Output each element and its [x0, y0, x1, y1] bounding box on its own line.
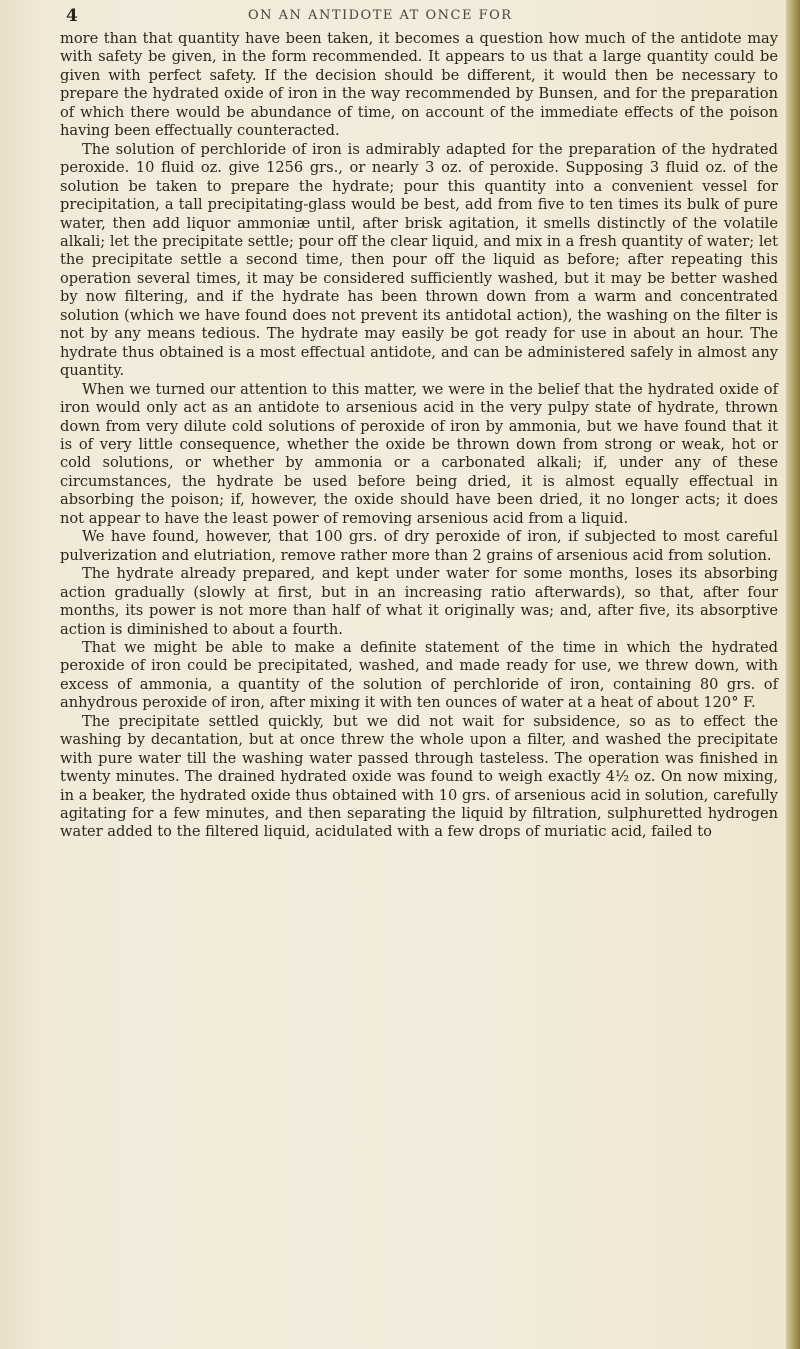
- body-text: [60, 30, 778, 842]
- page-edge: [786, 0, 800, 1349]
- running-head: ON AN ANTIDOTE AT ONCE FOR: [248, 8, 513, 23]
- paragraph: The hydrate already prepared, and kept under water for some months, loses its absorbing action gradually (slowly at first, but in an increasing ratio afterwards), so that, after four months, its power is not more than half of what it originally was; and, after five, its absorptive action is diminished to about a fourth.: [60, 565, 778, 638]
- paragraph: The solution of perchloride of iron is admirably adapted for the preparation of the hydrated peroxide. 10 fluid oz. give 1256 grs., or nearly 3 oz. of peroxide. Supposing 3 fluid oz. of the solution be taken to prepare the hydrate; pour this quantity into a convenient vessel for precipitation, a tall precipitating-glass would be best, add from five to ten times its bulk of pure water, then add liquor ammoniæ until, after brisk agitation, it smells distinctly of the volatile alkali; let the precipitate settle; pour off the clear liquid, and mix in a fresh quantity of water; let the precipitate settle a second time, then pour off the liquid as before; after repeating this operation several times, it may be considered sufficiently washed, but it may be better washed by now filtering, and if the hydrate has been thrown down from a warm and concentrated solution (which we have found does not prevent its antidotal action), the washing on the filter is not by any means tedious. The hydrate may easily be got ready for use in about an hour. The hydrate thus obtained is a most effectual antidote, and can be administered safely in almost any quantity.: [60, 140, 778, 380]
- page-number: 4: [66, 6, 78, 26]
- paragraph-continued: more than that quantity have been taken, it becomes a question how much of the antidote may with safety be given, in the form recommended. It appears to us that a large quantity could be given with perfect safety. If the decision should be different, it would then be necessary to prepare the hydrated oxide of iron in the way recommended by Bunsen, and for the preparation of which there would be abundance of time, on account of the immediate effects of the poison having been effectually counteracted.: [60, 30, 778, 140]
- page-header: [0, 0, 786, 30]
- paragraph: The precipitate settled quickly, but we did not wait for subsidence, so as to effect the washing by decantation, but at once threw the whole upon a filter, and washed the precipitate with pure water till the washing water passed through tasteless. The operation was finished in twenty minutes. The drained hydrated oxide was found to weigh exactly 4½ oz. On now mixing, in a beaker, the hydrated oxide thus obtained with 10 grs. of arsenious acid in solution, carefully agitating for a few minutes, and then separating the liquid by filtration, sulphuretted hydrogen water added to the filtered liquid, acidulated with a few drops of muriatic acid, failed to: [60, 712, 778, 841]
- paragraph: When we turned our attention to this matter, we were in the belief that the hydrated oxide of iron would only act as an antidote to arsenious acid in the very pulpy state of hydrate, thrown down from very dilute cold solutions of peroxide of iron by ammonia, but we have found that it is of very little consequence, whether the oxide be thrown down from strong or weak, hot or cold solutions, or whether by ammonia or a carbonated alkali; if, under any of these circumstances, the hydrate be used before being dried, it is almost equally effectual in absorbing the poison; if, however, the oxide should have been dried, it no longer acts; it does not appear to have the least power of removing arsenious acid from a liquid.: [60, 380, 778, 527]
- paragraph: We have found, however, that 100 grs. of dry peroxide of iron, if subjected to most careful pulverization and elutriation, remove rather more than 2 grains of arsenious acid from solution.: [60, 528, 778, 564]
- paragraph: That we might be able to make a definite statement of the time in which the hydrated peroxide of iron could be precipitated, washed, and made ready for use, we threw down, with excess of ammonia, a quantity of the solution of perchloride of iron, containing 80 grs. of anhydrous peroxide of iron, after mixing it with ten ounces of water at a heat of about 120° F.: [60, 638, 778, 712]
